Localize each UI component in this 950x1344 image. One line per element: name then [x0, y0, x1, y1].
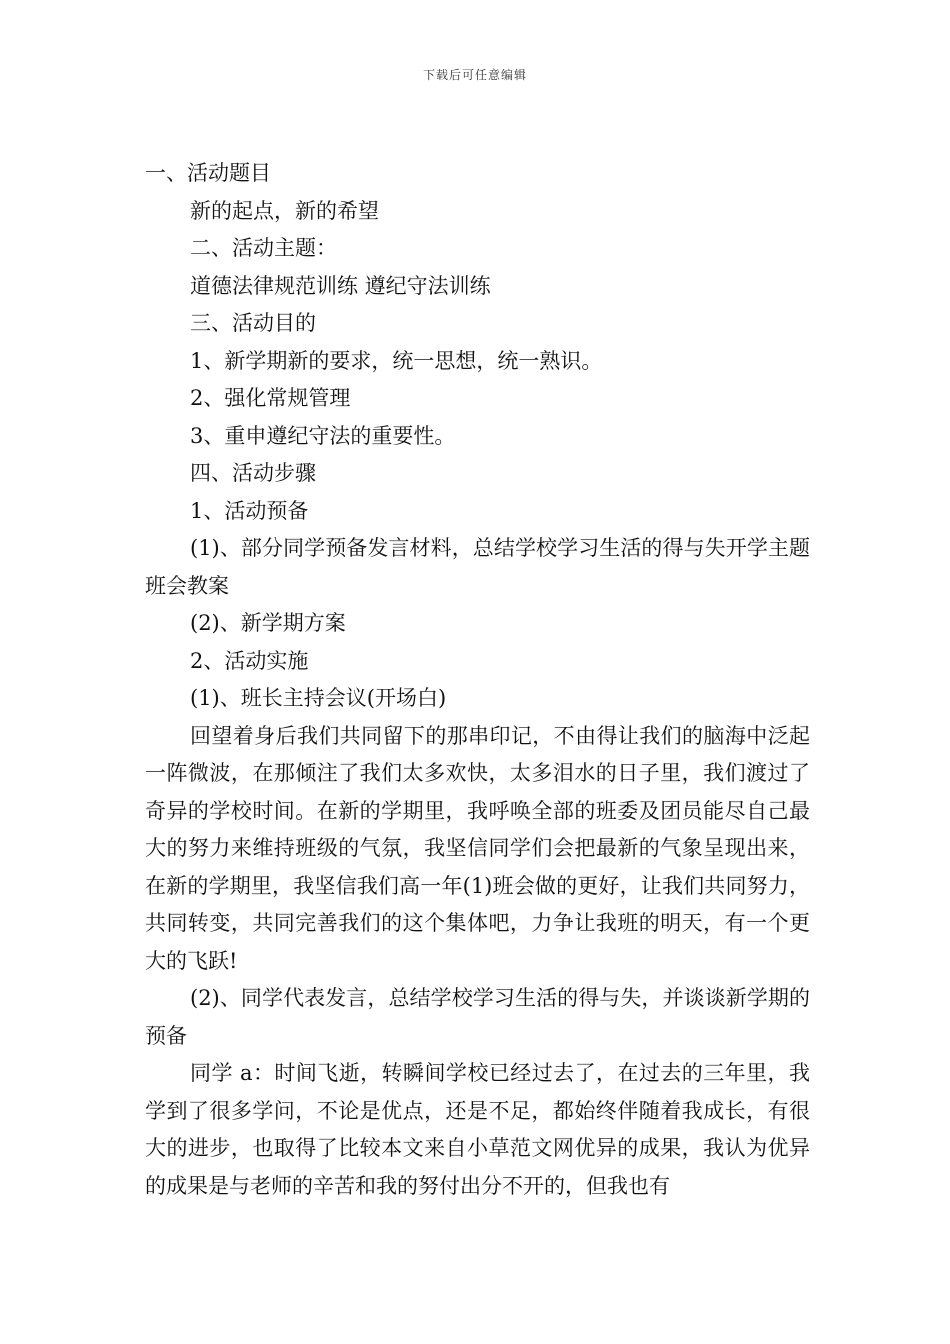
- implementation-item-1: (1)、班长主持会议(开场白): [190, 686, 447, 710]
- activity-theme-text: 道德法律规范训练 遵纪守法训练: [190, 273, 491, 298]
- heading-activity-theme: 二、活动主题：: [190, 236, 337, 260]
- header-note: 下载后可任意编辑: [422, 68, 527, 82]
- preparation-item-1: (1)、部分同学预备发言材料，总结学校学习生活的得与失开学主题班会教案: [145, 536, 810, 598]
- purpose-item-2: 2、强化常规管理: [190, 386, 351, 410]
- preparation-item-2: (2)、新学期方案: [190, 611, 346, 635]
- monitor-opening-speech: 回望着身后我们共同留下的那串印记，不由得让我们的脑海中泛起一阵微波，在那倾注了我们太多欢快，太多泪水的日子里，我们渡过了奇异的学校时间。在新的学期里，我呼唤全部的班委及团员能尽自己最大的努力来维持班级的气氛，我坚信同学们会把最新的气象呈现出来，在新的学期里，我坚信我们高一年(1)班会做的更好，让我们共同努力，共同转变，共同完善我们的这个集体吧，力争让我班的明天，有一个更大的飞跃!: [145, 723, 810, 973]
- heading-activity-steps: 四、活动步骤: [190, 461, 316, 485]
- step-implementation: 2、活动实施: [190, 648, 309, 673]
- document-body: [145, 155, 810, 1205]
- heading-activity-purpose: 三、活动目的: [190, 311, 316, 335]
- activity-title-text: 新的起点，新的希望: [190, 198, 379, 223]
- heading-activity-title: 一、活动题目: [145, 161, 271, 185]
- purpose-item-3: 3、重申遵纪守法的重要性。: [190, 423, 456, 448]
- student-a-speech: 同学 a：时间飞逝，转瞬间学校已经过去了，在过去的三年里，我学到了很多学问，不论是优点，还是不足，都始终伴随着我成长，有很大的进步，也取得了比较本文来自小草范文网优异的成果，我认为优异的成果是与老师的辛苦和我的努付出分不开的，但我也有: [145, 1061, 810, 1198]
- implementation-item-2: (2)、同学代表发言，总结学校学习生活的得与失，并谈谈新学期的预备: [145, 986, 810, 1048]
- purpose-item-1: 1、新学期新的要求，统一思想，统一熟识。: [190, 348, 603, 373]
- step-preparation: 1、活动预备: [190, 498, 309, 523]
